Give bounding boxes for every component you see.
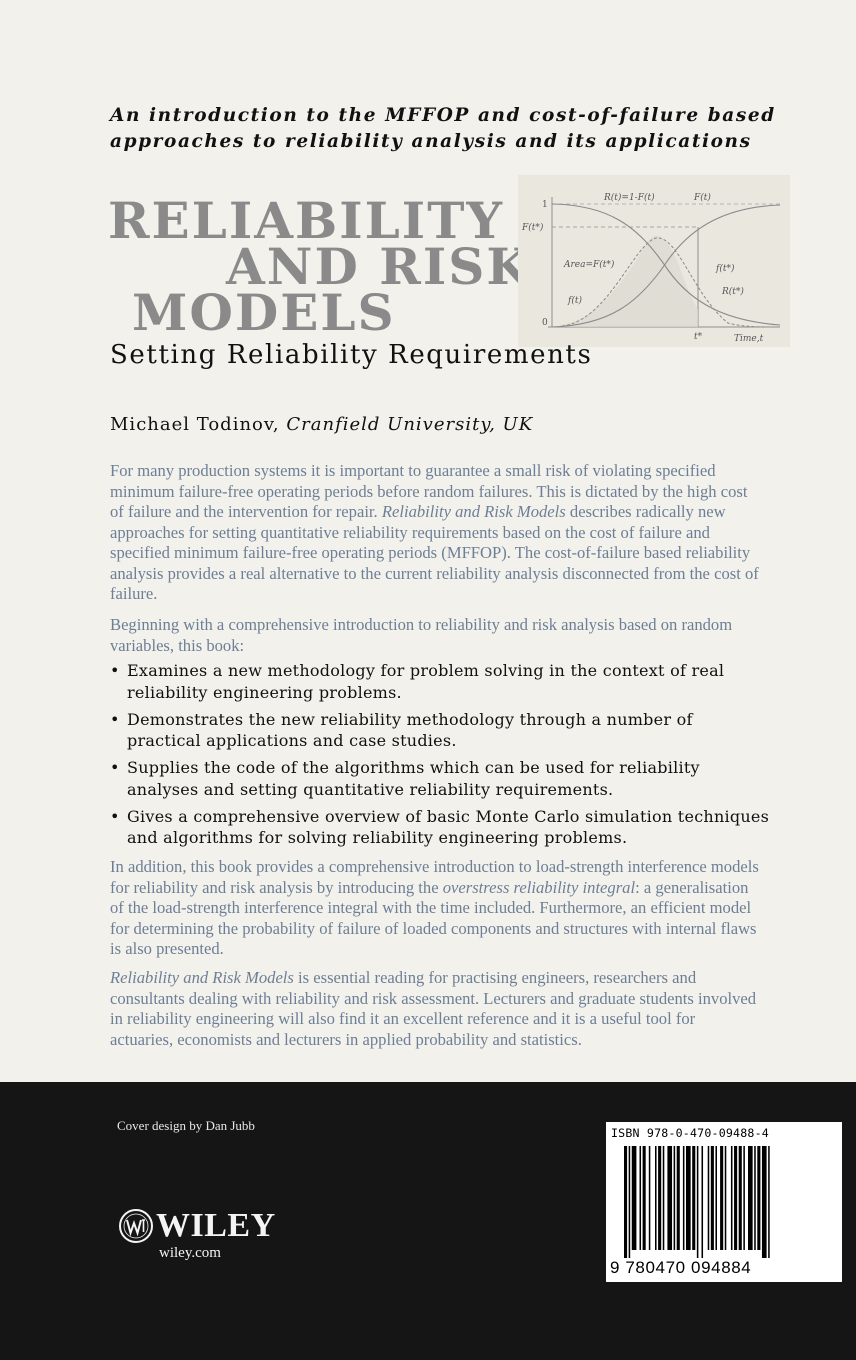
barcode-bar	[720, 1146, 723, 1250]
barcode-bar	[663, 1146, 665, 1250]
barcode-bar	[702, 1146, 704, 1258]
barcode-bar	[754, 1146, 756, 1250]
feature-item	[110, 757, 770, 800]
barcode-bar	[667, 1146, 672, 1250]
description-paragraph-1	[110, 461, 760, 605]
feature-item	[110, 709, 770, 752]
p4-book-title: Reliability and Risk Models	[110, 968, 294, 987]
p1-text-b: describes radically new approaches for setting quantitative reliability requirements based on the cost of failure and specified minimum failure-free operating periods (MFFOP). The cost-of-failure based reliability analysis provides a real alternative to the current reliability analysis disconnected from the cost of failure.	[110, 502, 759, 603]
barcode-bar	[697, 1146, 699, 1258]
reliability-graph	[518, 175, 790, 347]
isbn-label: ISBN 978-0-470-09488-4	[611, 1126, 769, 1140]
barcode-bar	[739, 1146, 742, 1250]
p3-integral-term: overstress reliability integral	[442, 877, 636, 897]
barcode-bar	[632, 1146, 637, 1250]
barcode-bar	[715, 1146, 717, 1250]
feature-item	[110, 806, 770, 849]
barcode-bar	[748, 1146, 753, 1250]
barcode-bar	[658, 1146, 661, 1250]
graph-label-time: Time,t	[734, 334, 764, 344]
description-paragraph-3	[110, 857, 760, 960]
barcode-bar	[629, 1146, 631, 1258]
barcode-bar	[711, 1146, 714, 1250]
barcode-bar	[686, 1146, 691, 1250]
subtitle: Setting Reliability Requirements	[110, 340, 593, 370]
wiley-seal-icon	[118, 1208, 154, 1244]
barcode-bar	[768, 1146, 770, 1258]
barcode-bar	[692, 1146, 695, 1250]
bullet-icon: •	[110, 806, 120, 826]
description-paragraph-2: Beginning with a comprehensive introduction to reliability and risk analysis based on random variables, this book:	[110, 615, 733, 655]
barcode-bar	[683, 1146, 685, 1250]
barcode-bar	[677, 1146, 680, 1250]
publisher-name: WILEY	[156, 1207, 276, 1244]
feature-item	[110, 660, 770, 703]
title-line-1: RELIABILITY	[108, 191, 505, 250]
p1-book-title: Reliability and Risk Models	[381, 502, 566, 521]
barcode-bar	[643, 1146, 646, 1250]
feature-text: Examines a new methodology for problem solving in the context of real reliability engineering problems.	[127, 661, 725, 702]
cover-design-credit: Cover design by Dan Jubb	[117, 1118, 255, 1133]
barcode-bar	[649, 1146, 651, 1250]
barcode-bar	[757, 1146, 760, 1250]
graph-label-zero: 0	[542, 318, 548, 328]
bullet-icon: •	[110, 709, 120, 729]
author-affiliation: Cranfield University, UK	[286, 414, 534, 435]
author-line	[110, 414, 533, 435]
barcode-bar	[734, 1146, 737, 1250]
barcode-bar	[762, 1146, 767, 1258]
tagline: An introduction to the MFFOP and cost-of-failure based approaches to reliability analysis and its applications	[110, 105, 776, 152]
p1-text-a: For many production systems it is important to guarantee a small risk of violating specified minimum failure-free operating periods before random failures. This is dictated by the high cost of failure and the intervention for repair.	[110, 461, 748, 521]
barcode-bar	[640, 1146, 642, 1250]
title-line-2: AND RISK	[226, 237, 532, 296]
wiley-logo	[118, 1208, 288, 1270]
p4-text-b: is essential reading for practising engineers, researchers and consultants dealing with reliability and risk assessment. Lecturers and graduate students involved in reliability engineering will also find it an excellent reference and it is a useful tool for actuaries, economists and lecturers in applied probability and statistics.	[110, 968, 757, 1049]
barcode-bar	[731, 1146, 733, 1250]
barcode-bar	[624, 1146, 627, 1258]
barcode-bar	[743, 1146, 745, 1250]
feature-text: Gives a comprehensive overview of basic Monte Carlo simulation techniques and algorithms for solving reliability engineering problems.	[127, 806, 770, 847]
barcode-panel	[606, 1122, 842, 1282]
p3-text-b: : a generalisation of the load-strength interference integral with the time included. Furthermore, an efficient model for determining the probability of failure of loaded components and structures with internal flaws is also presented.	[110, 877, 757, 958]
feature-list	[110, 660, 770, 854]
graph-label-area: Area=F(t*)	[564, 260, 615, 270]
barcode-digits: 9 780470 094884	[610, 1258, 752, 1277]
feature-text: Demonstrates the new reliability methodology through a number of practical applications and case studies.	[127, 709, 693, 750]
graph-label-F-t: F(t)	[694, 193, 711, 203]
barcode-bar	[655, 1146, 657, 1250]
barcode-bar	[725, 1146, 727, 1250]
graph-label-r-eq: R(t)=1-F(t)	[604, 193, 655, 203]
barcode-bar	[674, 1146, 676, 1250]
graph-label-ft-star: F(t*)	[522, 223, 544, 233]
author-name: Michael Todinov,	[110, 414, 280, 435]
barcode-bars	[624, 1146, 836, 1258]
graph-label-f-tstar: f(t*)	[716, 264, 735, 274]
graph-label-one: 1	[542, 200, 548, 210]
bullet-icon: •	[110, 758, 120, 777]
description-paragraph-4	[110, 968, 760, 1050]
graph-label-f-t: f(t)	[568, 296, 582, 306]
feature-text: Supplies the code of the algorithms which can be used for reliability analyses and setting quantitative reliability requirements.	[127, 758, 700, 799]
barcode-bar	[708, 1146, 710, 1250]
bullet-icon: •	[110, 661, 120, 680]
graph-label-r-tstar: R(t*)	[722, 287, 744, 297]
title-line-3: MODELS	[132, 283, 396, 342]
graph-label-tstar: t*	[694, 332, 703, 342]
p3-text-a: In addition, this book provides a comprehensive introduction to load-strength interference models for reliability and risk analysis by introducing the	[110, 857, 759, 897]
publisher-url: wiley.com	[159, 1245, 221, 1261]
